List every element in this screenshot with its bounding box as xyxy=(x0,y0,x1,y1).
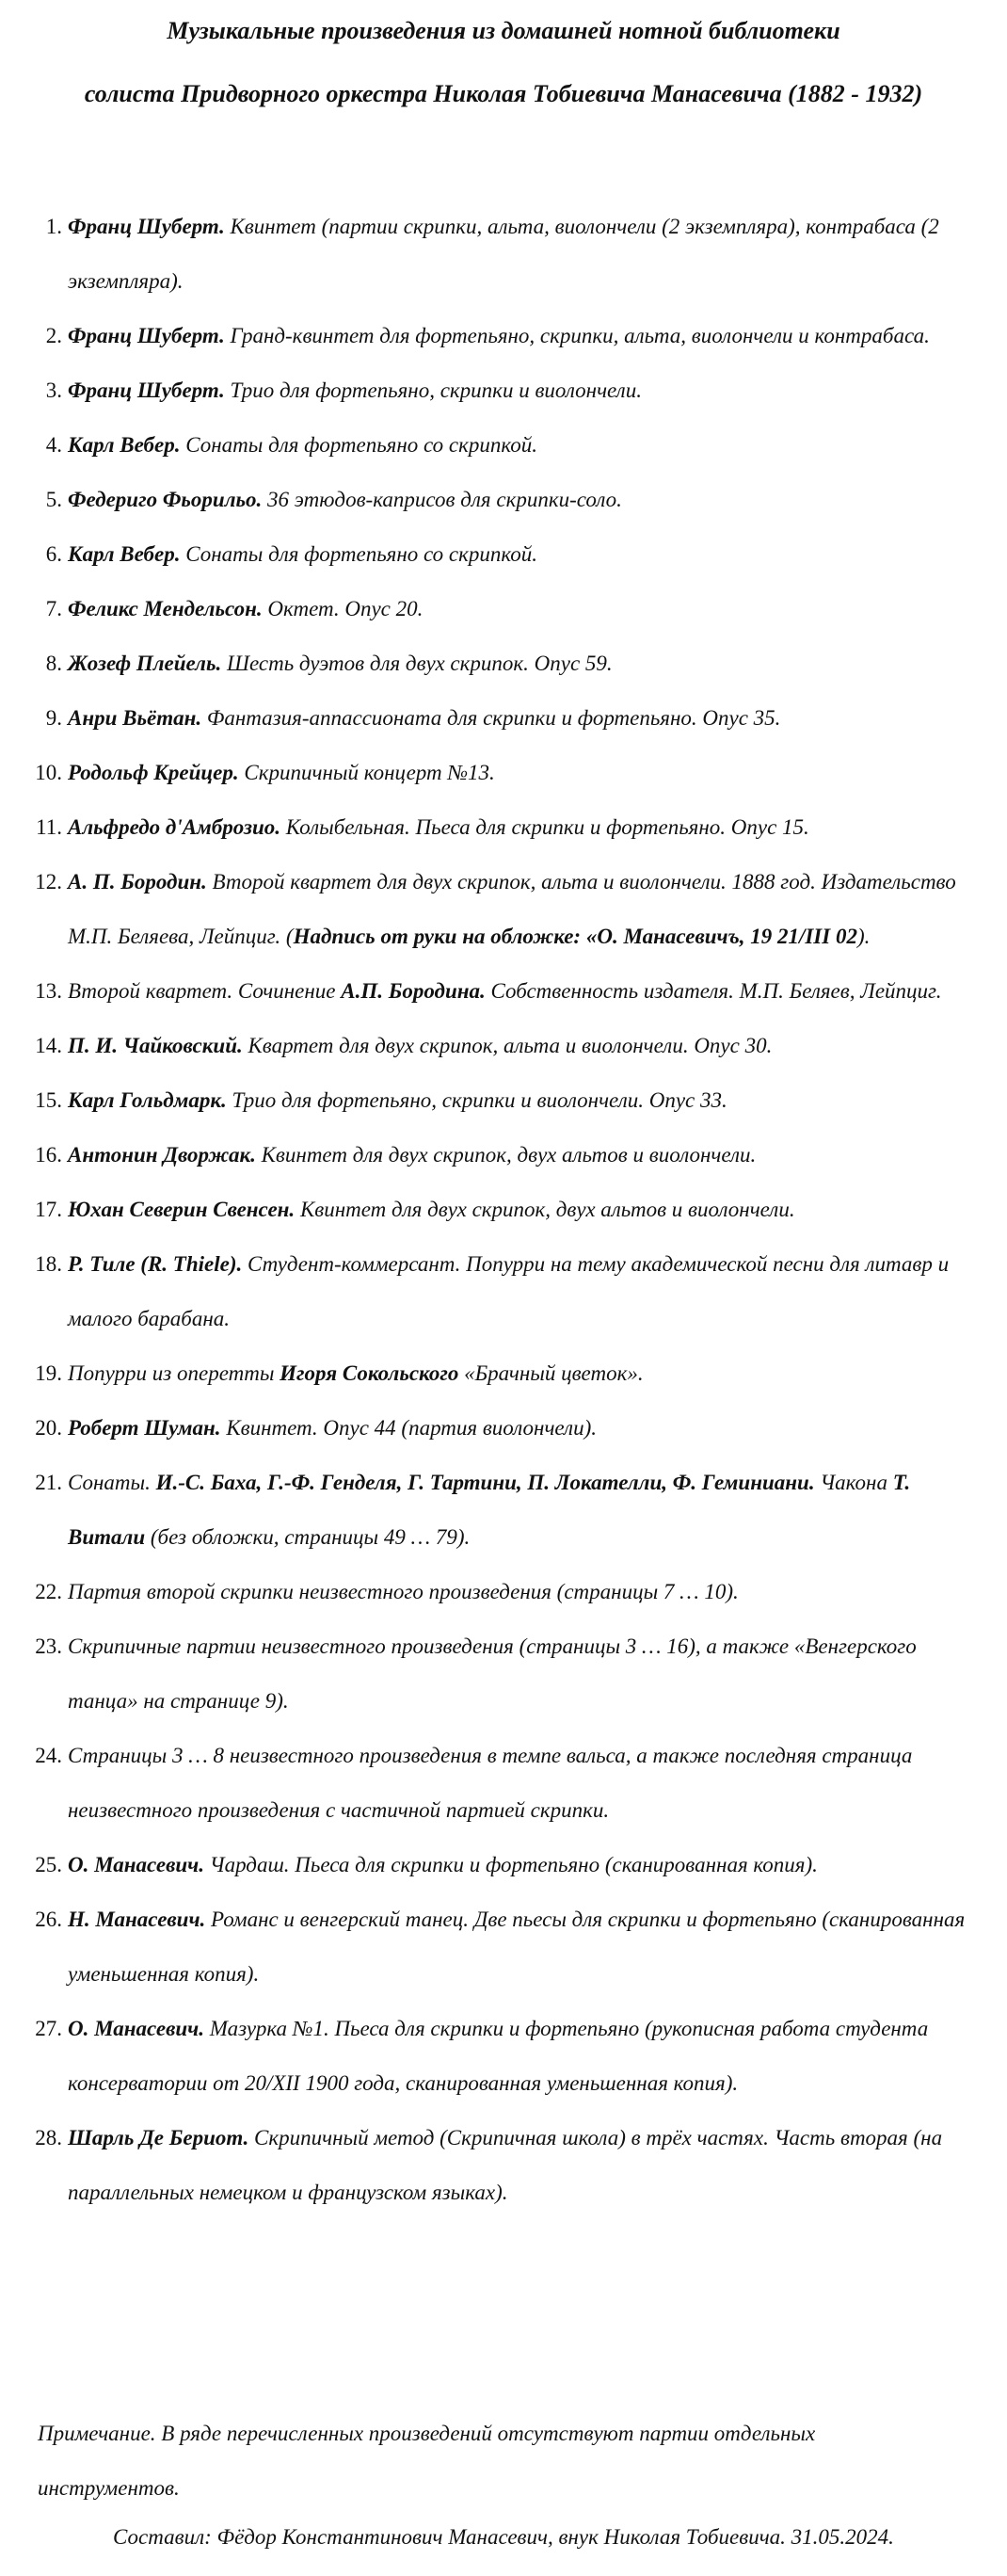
list-item-bold-text: Игоря Сокольского xyxy=(280,1361,459,1385)
list-item xyxy=(0,1073,1007,1128)
list-item-text: Колыбельная. Пьеса для скрипки и фортепьяно. Опус 15. xyxy=(280,815,809,839)
list-item-text: (без обложки, страницы 49 … 79). xyxy=(145,1525,471,1549)
list-item-number: 26. xyxy=(35,1908,62,1931)
list-item xyxy=(0,746,1007,800)
list-item-text: Студент-коммерсант. Попурри на тему академической песни для литавр и малого барабана. xyxy=(68,1252,950,1330)
list-item-bold-text: Федериго Фьорильо. xyxy=(68,488,263,511)
list-item xyxy=(0,1128,1007,1183)
list-item-number: 4. xyxy=(45,433,62,457)
list-item-number: 20. xyxy=(35,1416,62,1440)
list-item-bold-text: Карл Гольдмарк. xyxy=(68,1088,227,1112)
list-item-text: Трио для фортепьяно, скрипки и виолончели. xyxy=(224,378,642,402)
list-item xyxy=(0,363,1007,418)
list-item xyxy=(0,1346,1007,1401)
footnote: Примечание. В ряде перечисленных произведений отсутствуют партии отдельных инструментов. xyxy=(38,2422,816,2500)
list-item-number: 1. xyxy=(45,215,62,238)
list-item-bold-text: Карл Вебер. xyxy=(68,433,181,457)
list-item-bold-text: П. И. Чайковский. xyxy=(68,1034,243,1057)
list-item-bold-text: Франц Шуберт. xyxy=(68,215,225,238)
list-item xyxy=(0,1838,1007,1892)
list-item-bold-text: Анри Вьётан. xyxy=(68,706,202,730)
list-item-text: Квинтет. Опус 44 (партия виолончели). xyxy=(220,1416,597,1440)
list-item-number: 17. xyxy=(35,1198,62,1221)
list-item-bold-text: Антонин Дворжак. xyxy=(68,1143,256,1167)
list-item-bold-text: И.-С. Баха, Г.-Ф. Генделя, Г. Тартини, П. Локателли, Ф. Геминиани. xyxy=(155,1471,815,1494)
list-item-bold-text: Карл Вебер. xyxy=(68,542,181,566)
list-item-text: Гранд-квинтет для фортепьяно, скрипки, альта, виолончели и контрабаса. xyxy=(224,324,930,347)
list-item-bold-text: Жозеф Плейель. xyxy=(68,652,222,675)
list-item-text: «Брачный цветок». xyxy=(458,1361,644,1385)
list-item-text: Партия второй скрипки неизвестного произведения (страницы 7 … 10). xyxy=(68,1580,739,1603)
list-item-text: Квинтет для двух скрипок, двух альтов и виолончели. xyxy=(295,1198,795,1221)
list-item-number: 13. xyxy=(35,979,62,1003)
list-item xyxy=(0,1892,1007,2002)
list-item-number: 8. xyxy=(45,652,62,675)
list-item-number: 28. xyxy=(35,2126,62,2149)
list-item-number: 21. xyxy=(35,1471,62,1494)
list-item xyxy=(0,1729,1007,1838)
list-item-text: Страницы 3 … 8 неизвестного произведения в темпе вальса, а также последняя страница неизвестного произведения с частичной партией скрипки. xyxy=(68,1744,913,1822)
list-item xyxy=(0,1619,1007,1729)
list-item xyxy=(0,2111,1007,2220)
list-item-number: 23. xyxy=(35,1634,62,1658)
list-item-bold-text: Р. Тиле (R. Thiele). xyxy=(68,1252,243,1276)
list-item-text: Второй квартет. Сочинение xyxy=(68,979,342,1003)
list-item xyxy=(0,200,1007,309)
list-item-bold-text: А. П. Бородин. xyxy=(68,870,207,894)
list-item-number: 11. xyxy=(36,815,62,839)
list-item-bold-text: Шарль Де Бериот. xyxy=(68,2126,249,2149)
list-item-bold-text: Франц Шуберт. xyxy=(68,378,225,402)
list-item-text: Сонаты для фортепьяно со скрипкой. xyxy=(180,433,538,457)
list-item-number: 16. xyxy=(35,1143,62,1167)
list-item xyxy=(0,1019,1007,1073)
list-item-bold-text: Юхан Северин Свенсен. xyxy=(68,1198,296,1221)
list-item-bold-text: Роберт Шуман. xyxy=(68,1416,221,1440)
list-item-number: 10. xyxy=(35,761,62,784)
list-item-number: 6. xyxy=(45,542,62,566)
list-item-text: Скрипичный концерт №13. xyxy=(238,761,495,784)
list-item-text: 36 этюдов-каприсов для скрипки-соло. xyxy=(262,488,622,511)
list-item-text: Квинтет (партии скрипки, альта, виолончели (2 экземпляра), контрабаса (2 экземпляра). xyxy=(68,215,939,293)
list-item-number: 5. xyxy=(45,488,62,511)
list-item xyxy=(0,309,1007,363)
list-item-number: 15. xyxy=(35,1088,62,1112)
list-item xyxy=(0,1183,1007,1237)
list-item xyxy=(0,1456,1007,1565)
list-item-text: ). xyxy=(856,925,871,948)
document-title-line-1: Музыкальные произведения из домашней нотной библиотеки xyxy=(167,17,840,44)
list-item-bold-text: О. Манасевич. xyxy=(68,1853,205,1876)
list-item xyxy=(0,418,1007,473)
list-item-number: 14. xyxy=(35,1034,62,1057)
list-item-bold-text: Феликс Мендельсон. xyxy=(68,597,263,620)
list-item-bold-text: Родольф Крейцер. xyxy=(68,761,239,784)
list-item xyxy=(0,636,1007,691)
list-item-number: 19. xyxy=(35,1361,62,1385)
list-item-bold-text: Франц Шуберт. xyxy=(68,324,225,347)
list-item-text: Скрипичные партии неизвестного произведения (страницы 3 … 16), а также «Венгерского танца» на странице 9). xyxy=(68,1634,917,1713)
list-item-text: Шесть дуэтов для двух скрипок. Опус 59. xyxy=(221,652,613,675)
list-item xyxy=(0,1401,1007,1456)
list-item-text: Романс и венгерский танец. Две пьесы для скрипки и фортепьяно (сканированная уменьшенная копия). xyxy=(68,1908,966,1986)
list-item-text: Второй квартет для двух скрипок, альта и виолончели. 1888 год. Издательство М.П. Беляева, Лейпциг. ( xyxy=(68,870,956,948)
list-item-text: Чардаш. Пьеса для скрипки и фортепьяно (сканированная копия). xyxy=(204,1853,818,1876)
list-item-number: 24. xyxy=(35,1744,62,1767)
list-item-number: 27. xyxy=(35,2017,62,2040)
list-item-text: Фантазия-аппассионата для скрипки и фортепьяно. Опус 35. xyxy=(201,706,781,730)
list-item-bold-text: О. Манасевич. xyxy=(68,2017,205,2040)
list-item-number: 3. xyxy=(45,378,62,402)
list-item xyxy=(0,473,1007,527)
list-item-text: Чакона xyxy=(814,1471,893,1494)
list-item-bold-text: Альфредо д'Амброзио. xyxy=(68,815,281,839)
list-item-bold-text: Т. Витали xyxy=(68,1471,911,1549)
list-item-number: 7. xyxy=(45,597,62,620)
list-item xyxy=(0,2002,1007,2111)
list-item-number: 18. xyxy=(35,1252,62,1276)
list-item-number: 12. xyxy=(35,870,62,894)
list-item xyxy=(0,1237,1007,1346)
works-list xyxy=(0,200,1007,2220)
list-item-text: Попурри из оперетты xyxy=(68,1361,280,1385)
list-item xyxy=(0,1565,1007,1619)
list-item-bold-text: Н. Манасевич. xyxy=(68,1908,206,1931)
list-item xyxy=(0,855,1007,964)
list-item-number: 22. xyxy=(35,1580,62,1603)
list-item xyxy=(0,800,1007,855)
list-item xyxy=(0,691,1007,746)
list-item-text: Октет. Опус 20. xyxy=(262,597,424,620)
list-item xyxy=(0,964,1007,1019)
list-item-bold-text: Надпись от руки на обложке: «О. Манасевичъ, 19 21/III 02 xyxy=(293,925,857,948)
document-title-line-2: солиста Придворного оркестра Николая Тобиевича Манасевича (1882 - 1932) xyxy=(84,80,923,107)
list-item-text: Квартет для двух скрипок, альта и виолончели. Опус 30. xyxy=(242,1034,773,1057)
list-item-text: Сонаты для фортепьяно со скрипкой. xyxy=(180,542,538,566)
list-item-number: 25. xyxy=(35,1853,62,1876)
list-item xyxy=(0,582,1007,636)
list-item-text: Мазурка №1. Пьеса для скрипки и фортепьяно (рукописная работа студента консерватории от 20/XII 1900 года, сканированная уменьшенная копия). xyxy=(68,2017,929,2095)
list-item-text: Скрипичный метод (Скрипичная школа) в трёх частях. Часть вторая (на параллельных немецком и французском языках). xyxy=(68,2126,943,2204)
list-item-text: Квинтет для двух скрипок, двух альтов и виолончели. xyxy=(255,1143,757,1167)
list-item-text: Собственность издателя. М.П. Беляев, Лейпциг. xyxy=(485,979,942,1003)
list-item xyxy=(0,527,1007,582)
list-item-text: Сонаты. xyxy=(68,1471,156,1494)
list-item-text: Трио для фортепьяно, скрипки и виолончели. Опус 33. xyxy=(226,1088,727,1112)
list-item-number: 2. xyxy=(45,324,62,347)
list-item-bold-text: А.П. Бородина. xyxy=(341,979,486,1003)
list-item-number: 9. xyxy=(45,706,62,730)
compiler-signature: Составил: Фёдор Константинович Манасевич, внук Николая Тобиевича. 31.05.2024. xyxy=(113,2525,894,2549)
